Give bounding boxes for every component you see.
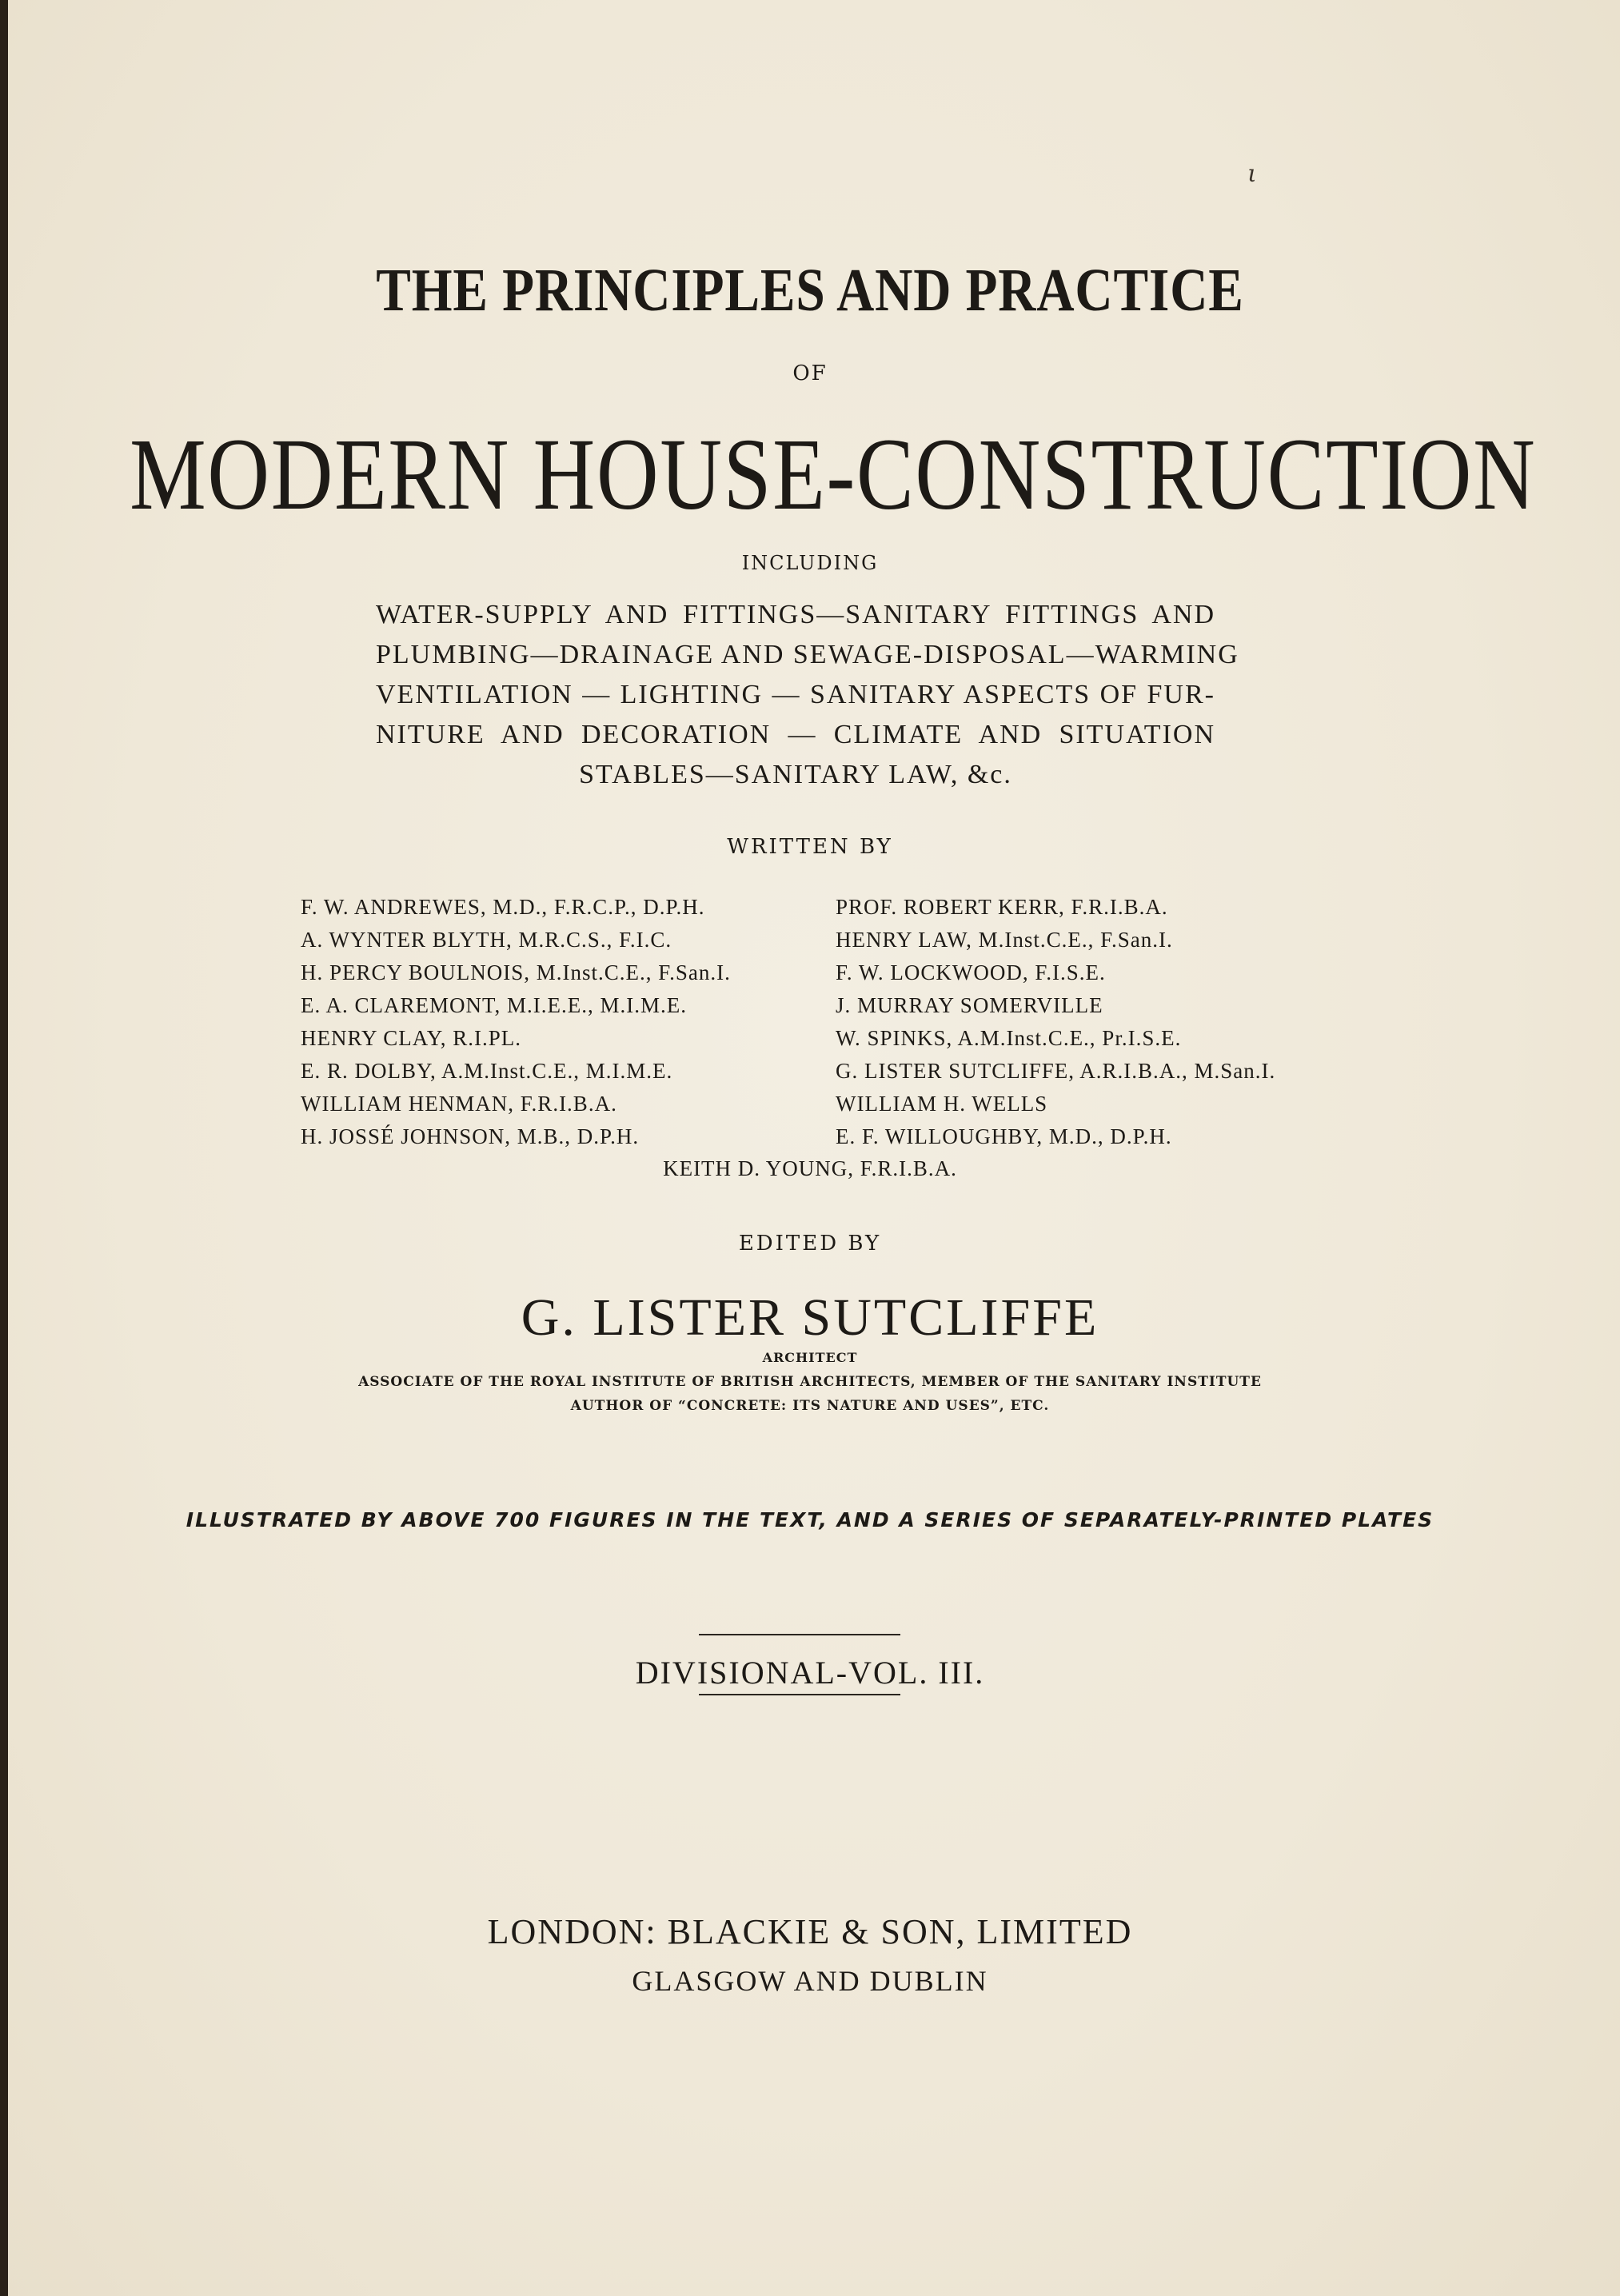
subject-line: NITURE AND DECORATION — CLIMATE AND SITUATION <box>376 720 1215 749</box>
author-entry: WILLIAM H. WELLS <box>836 1092 1048 1116</box>
illustration-note: ILLUSTRATED BY ABOVE 700 FIGURES IN THE TEXT, AND A SERIES OF SEPARATELY-PRINTED PLATES <box>186 1508 1434 1531</box>
title-line-2: MODERN HOUSE-CONSTRUCTION <box>130 417 1537 531</box>
author-entry: HENRY CLAY, R.I.PL. <box>301 1026 522 1050</box>
edited-by-label: EDITED BY <box>738 1232 882 1256</box>
volume-rule-top <box>699 1634 900 1635</box>
author-entry: G. LISTER SUTCLIFFE, A.R.I.B.A., M.San.I. <box>836 1059 1276 1083</box>
editor-author-of: AUTHOR OF “CONCRETE: ITS NATURE AND USES”, ETC. <box>570 1398 1050 1414</box>
title-line-1: THE PRINCIPLES AND PRACTICE <box>376 257 1244 324</box>
subject-line: STABLES—SANITARY LAW, &c. <box>579 760 1012 789</box>
publisher-cities: GLASGOW AND DUBLIN <box>632 1965 988 1997</box>
author-entry: WILLIAM HENMAN, F.R.I.B.A. <box>301 1092 617 1116</box>
volume-rule-bottom <box>699 1694 900 1695</box>
author-entry-last: KEITH D. YOUNG, F.R.I.B.A. <box>663 1156 957 1180</box>
subject-line: WATER-SUPPLY AND FITTINGS—SANITARY FITTINGS AND <box>376 600 1215 629</box>
author-entry: W. SPINKS, A.M.Inst.C.E., Pr.I.S.E. <box>836 1026 1182 1050</box>
author-entry: H. JOSSÉ JOHNSON, M.B., D.P.H. <box>301 1124 640 1148</box>
author-entry: E. R. DOLBY, A.M.Inst.C.E., M.I.M.E. <box>301 1059 673 1083</box>
author-entry: PROF. ROBERT KERR, F.R.I.B.A. <box>836 895 1168 919</box>
author-entry: HENRY LAW, M.Inst.C.E., F.San.I. <box>836 928 1173 952</box>
including-label: INCLUDING <box>741 552 879 574</box>
title-of: OF <box>792 361 828 385</box>
subjects-list <box>376 595 1239 795</box>
authors-left-column <box>301 891 731 1153</box>
author-entry: F. W. ANDREWES, M.D., F.R.C.P., D.P.H. <box>301 895 705 919</box>
publisher-name: LONDON: BLACKIE & SON, LIMITED <box>487 1912 1133 1951</box>
subject-line: PLUMBING—DRAINAGE AND SEWAGE-DISPOSAL—WARMING <box>376 640 1239 669</box>
author-entry: E. F. WILLOUGHBY, M.D., D.P.H. <box>836 1124 1172 1148</box>
author-entry: H. PERCY BOULNOIS, M.Inst.C.E., F.San.I. <box>301 960 731 984</box>
author-entry: F. W. LOCKWOOD, F.I.S.E. <box>836 960 1106 984</box>
subject-line: VENTILATION — LIGHTING — SANITARY ASPECTS OF FUR- <box>376 680 1215 709</box>
editor-title: ARCHITECT <box>762 1350 858 1365</box>
editor-association: ASSOCIATE OF THE ROYAL INSTITUTE OF BRITISH ARCHITECTS, MEMBER OF THE SANITARY INSTITUTE <box>358 1374 1262 1390</box>
written-by-label: WRITTEN BY <box>727 835 893 859</box>
author-entry: J. MURRAY SOMERVILLE <box>836 993 1103 1017</box>
editor-name: G. LISTER SUTCLIFFE <box>521 1288 1099 1347</box>
pencil-mark: ι <box>1247 160 1257 188</box>
author-entry: A. WYNTER BLYTH, M.R.C.S., F.I.C. <box>301 928 672 952</box>
volume-label: DIVISIONAL-VOL. III. <box>635 1655 985 1691</box>
author-entry: E. A. CLAREMONT, M.I.E.E., M.I.M.E. <box>301 993 687 1017</box>
authors-right-column <box>836 891 1275 1153</box>
